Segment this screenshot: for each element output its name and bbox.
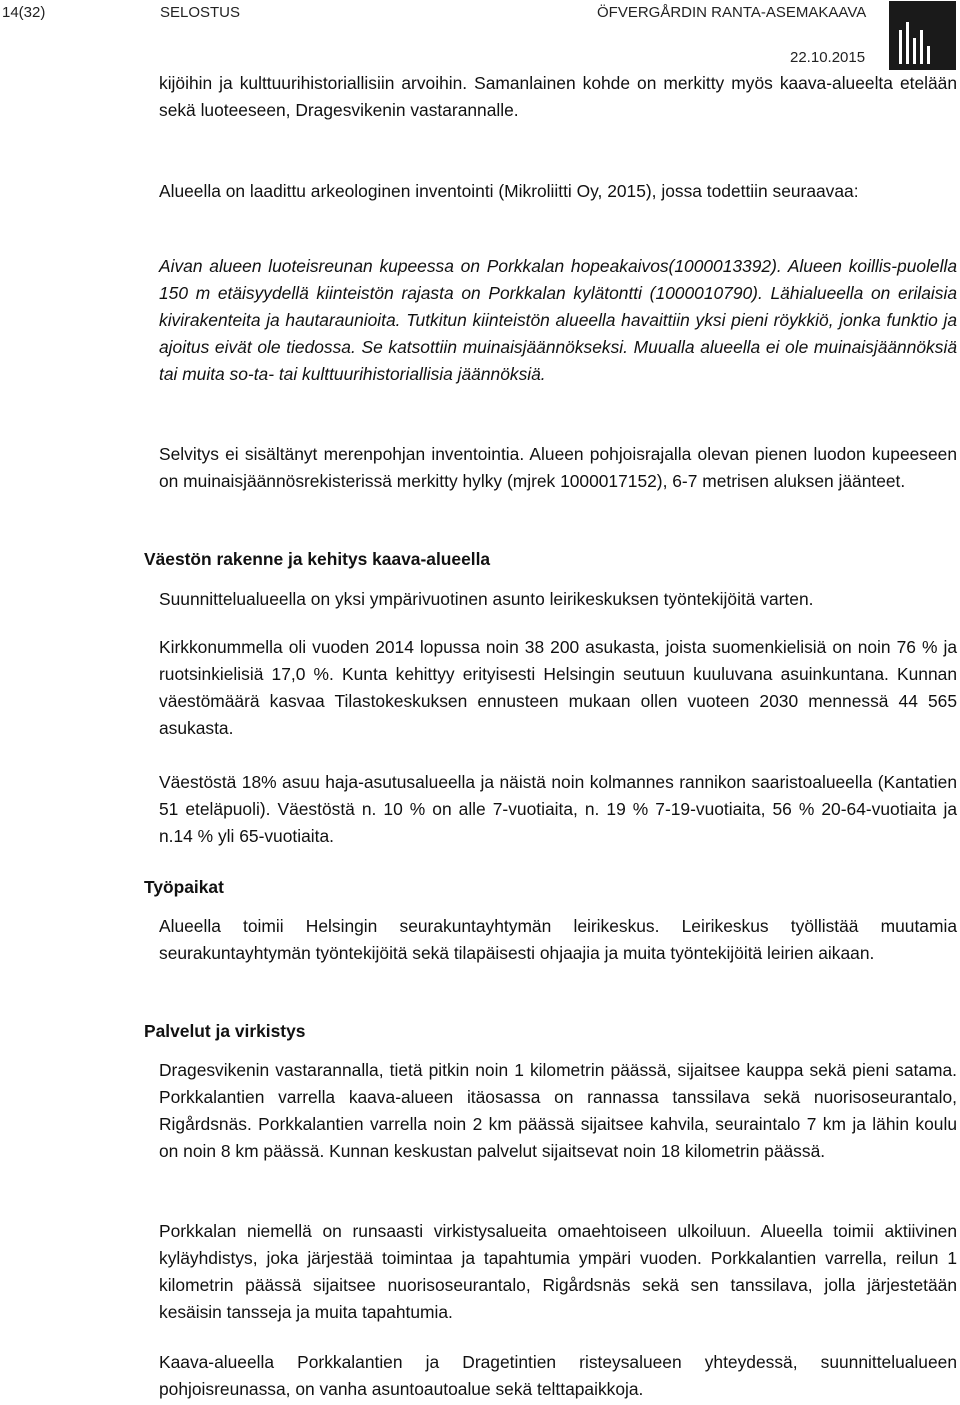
- heading-population: Väestön rakenne ja kehitys kaava-alueella: [144, 549, 491, 569]
- municipality-logo-icon: [889, 1, 956, 70]
- paragraph-population-2: Kirkkonummella oli vuoden 2014 lopussa noin 38 200 asukasta, joista suomenkielisiä on noin 76 % ja ruotsinkielisiä 17,0 %. Kunta kehittyy erityisesti Helsingin seutuun kuuluvana asuinkuntana. Kunnan väestömäärä kasvaa Tilastokeskuksen ennusteen mukaan ollen vuoteen 2030 mennessä 44 565 asukasta.: [159, 637, 957, 738]
- paragraph-intro-continued: kijöihin ja kulttuurihistoriallisiin arvoihin. Samanlainen kohde on merkitty myös kaava-alueelta etelään sekä luoteeseen, Dragesvikenin vastarannalle.: [159, 73, 957, 120]
- paragraph-services-2: Porkkalan niemellä on runsaasti virkistysalueita omaehtoiseen ulkoiluun. Alueella toimii aktiivinen kyläyhdistys, joka järjestää toimintaa ja tapahtumia ympäri vuoden. Porkkalantien varrella, reilun 1 kilometrin päässä sijaitsee nuorisoseurantalo, Rigårdsnäs sekä sen tanssilava, jolla järjestetään kesäisin tansseja ja muita tapahtumia.: [159, 1221, 957, 1322]
- paragraph-population-1: Suunnittelualueella on yksi ympärivuotinen asunto leirikeskuksen työntekijöitä varten.: [159, 589, 814, 609]
- paragraph-jobs-1: Alueella toimii Helsingin seurakuntayhtymän leirikeskus. Leirikeskus työllistää muutamia seurakuntayhtymän työntekijöitä sekä tilapäisesti ohjaajia ja muita työntekijöitä leirien aikaan.: [159, 916, 957, 963]
- paragraph-population-3: Väestöstä 18% asuu haja-asutusalueella ja näistä noin kolmannes rannikon saaristoalueella (Kantatien 51 eteläpuoli). Väestöstä n. 10 % on alle 7-vuotiaita, n. 19 % 7-19-vuotiaita, 56 % 20-64-vuotiaita ja n.14 % yli 65-vuotiaita.: [159, 772, 957, 846]
- paragraph-inventory-quote: Aivan alueen luoteisreunan kupeessa on Porkkalan hopeakaivos(1000013392). Alueen koillis-puolella 150 m etäisyydellä kiinteistön rajasta on Porkkalan kylätontti (1000010790). Lähialueella on erilaisia kivirakenteita ja hautaraunioita. Tutkitun kiinteistön alueella havaittiin yksi pieni röykkiö, jonka funktio ja ajoitus eivät ole tiedossa. Se katsottiin muinaisjäännökseksi. Muualla alueella ei ole muinaisjäännöksiä tai muita so-ta- tai kulttuurihistoriallisia jäännöksiä.: [159, 256, 957, 384]
- paragraph-inventory: Alueella on laadittu arkeologinen inventointi (Mikroliitti Oy, 2015), jossa todettiin seuraavaa:: [159, 181, 859, 201]
- heading-services: Palvelut ja virkistys: [144, 1021, 306, 1041]
- paragraph-services-3: Kaava-alueella Porkkalantien ja Dragetintien risteysalueen yhteydessä, suunnittelualueen pohjoisreunassa, on vanha asuntoautoalue sekä telttapaikkoja.: [159, 1352, 957, 1399]
- document-type: SELOSTUS: [160, 4, 241, 21]
- paragraph-seabed: Selvitys ei sisältänyt merenpohjan inventointia. Alueen pohjoisrajalla olevan pienen luodon kupeeseen on muinaisjäännösrekisterissä merkitty hylky (mjrek 1000017152), 6-7 metrisen aluksen jäänteet.: [159, 444, 957, 491]
- heading-jobs: Työpaikat: [144, 877, 224, 897]
- paragraph-services-1: Dragesvikenin vastarannalla, tietä pitkin noin 1 kilometrin päässä, sijaitsee kauppa sekä pieni satama. Porkkalantien varrella kaava-alueen itäosassa on rannassa tanssilava sekä nuorisoseurantalo, Rigårdsnäs. Porkkalantien varrella noin 2 km päässä sijaitsee kahvila, seuraintalo 7 km ja lähin koulu on noin 8 km päässä. Kunnan keskustan palvelut sijaitsevat noin 18 kilometrin päässä.: [159, 1060, 957, 1161]
- plan-name: ÖFVERGÅRDIN RANTA-ASEMAKAAVA: [597, 4, 867, 21]
- document-date: 22.10.2015: [790, 49, 866, 66]
- page-number: 14(32): [2, 4, 46, 21]
